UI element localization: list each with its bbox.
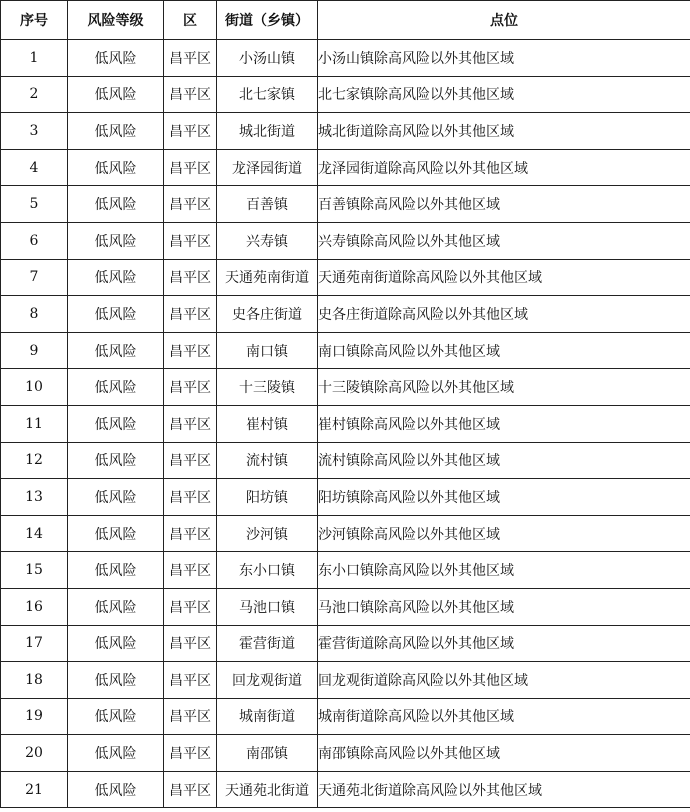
district-cell: 昌平区	[164, 698, 217, 735]
district-cell: 昌平区	[164, 149, 217, 186]
serial-number-cell: 16	[1, 588, 68, 625]
table-row	[1, 405, 690, 442]
serial-number-cell: 4	[1, 149, 68, 186]
risk-level-cell: 低风险	[68, 552, 164, 589]
risk-level-cell: 低风险	[68, 662, 164, 699]
table-row	[1, 40, 690, 77]
street-town-cell: 沙河镇	[217, 515, 318, 552]
serial-number-cell: 10	[1, 369, 68, 406]
district-cell: 昌平区	[164, 625, 217, 662]
location-cell: 南邵镇除高风险以外其他区域	[318, 735, 690, 772]
serial-number-cell: 21	[1, 771, 68, 808]
risk-level-cell: 低风险	[68, 698, 164, 735]
serial-number-cell: 7	[1, 259, 68, 296]
serial-number-cell: 12	[1, 442, 68, 479]
district-cell: 昌平区	[164, 186, 217, 223]
location-cell: 小汤山镇除高风险以外其他区域	[318, 40, 690, 77]
district-cell: 昌平区	[164, 222, 217, 259]
serial-number-cell: 13	[1, 479, 68, 516]
street-town-cell: 霍营街道	[217, 625, 318, 662]
risk-level-cell: 低风险	[68, 186, 164, 223]
location-cell: 东小口镇除高风险以外其他区域	[318, 552, 690, 589]
header-street-town: 街道（乡镇）	[217, 1, 318, 40]
street-town-cell: 史各庄街道	[217, 296, 318, 333]
street-town-cell: 马池口镇	[217, 588, 318, 625]
location-cell: 阳坊镇除高风险以外其他区域	[318, 479, 690, 516]
location-cell: 百善镇除高风险以外其他区域	[318, 186, 690, 223]
header-serial-number: 序号	[1, 1, 68, 40]
table-row	[1, 149, 690, 186]
risk-level-cell: 低风险	[68, 735, 164, 772]
street-town-cell: 龙泽园街道	[217, 149, 318, 186]
table-row	[1, 662, 690, 699]
risk-level-cell: 低风险	[68, 369, 164, 406]
street-town-cell: 南口镇	[217, 332, 318, 369]
table-body	[1, 40, 690, 808]
district-cell: 昌平区	[164, 515, 217, 552]
location-cell: 兴寿镇除高风险以外其他区域	[318, 222, 690, 259]
district-cell: 昌平区	[164, 259, 217, 296]
table-row	[1, 222, 690, 259]
header-row	[1, 1, 690, 40]
serial-number-cell: 15	[1, 552, 68, 589]
table-row	[1, 515, 690, 552]
header-district: 区	[164, 1, 217, 40]
table-row	[1, 369, 690, 406]
street-town-cell: 城南街道	[217, 698, 318, 735]
street-town-cell: 回龙观街道	[217, 662, 318, 699]
risk-level-cell: 低风险	[68, 625, 164, 662]
location-cell: 南口镇除高风险以外其他区域	[318, 332, 690, 369]
district-cell: 昌平区	[164, 332, 217, 369]
table-row	[1, 332, 690, 369]
table-row	[1, 625, 690, 662]
risk-level-cell: 低风险	[68, 76, 164, 113]
risk-level-cell: 低风险	[68, 332, 164, 369]
header-risk-level: 风险等级	[68, 1, 164, 40]
district-cell: 昌平区	[164, 113, 217, 150]
risk-level-cell: 低风险	[68, 259, 164, 296]
street-town-cell: 阳坊镇	[217, 479, 318, 516]
serial-number-cell: 3	[1, 113, 68, 150]
table-row	[1, 588, 690, 625]
location-cell: 十三陵镇除高风险以外其他区域	[318, 369, 690, 406]
district-cell: 昌平区	[164, 40, 217, 77]
serial-number-cell: 5	[1, 186, 68, 223]
risk-level-cell: 低风险	[68, 479, 164, 516]
header-location: 点位	[318, 1, 690, 40]
table-row	[1, 479, 690, 516]
street-town-cell: 南邵镇	[217, 735, 318, 772]
table-row	[1, 76, 690, 113]
risk-level-cell: 低风险	[68, 296, 164, 333]
table-row	[1, 735, 690, 772]
table-row	[1, 552, 690, 589]
risk-level-cell: 低风险	[68, 40, 164, 77]
risk-level-cell: 低风险	[68, 771, 164, 808]
location-cell: 马池口镇除高风险以外其他区域	[318, 588, 690, 625]
location-cell: 霍营街道除高风险以外其他区域	[318, 625, 690, 662]
street-town-cell: 东小口镇	[217, 552, 318, 589]
serial-number-cell: 1	[1, 40, 68, 77]
district-cell: 昌平区	[164, 771, 217, 808]
serial-number-cell: 20	[1, 735, 68, 772]
location-cell: 回龙观街道除高风险以外其他区域	[318, 662, 690, 699]
district-cell: 昌平区	[164, 442, 217, 479]
street-town-cell: 百善镇	[217, 186, 318, 223]
location-cell: 城北街道除高风险以外其他区域	[318, 113, 690, 150]
district-cell: 昌平区	[164, 735, 217, 772]
district-cell: 昌平区	[164, 479, 217, 516]
table-row	[1, 698, 690, 735]
district-cell: 昌平区	[164, 76, 217, 113]
location-cell: 天通苑北街道除高风险以外其他区域	[318, 771, 690, 808]
street-town-cell: 十三陵镇	[217, 369, 318, 406]
risk-level-cell: 低风险	[68, 149, 164, 186]
table-row	[1, 113, 690, 150]
risk-level-cell: 低风险	[68, 515, 164, 552]
district-cell: 昌平区	[164, 662, 217, 699]
street-town-cell: 崔村镇	[217, 405, 318, 442]
serial-number-cell: 9	[1, 332, 68, 369]
risk-level-cell: 低风险	[68, 588, 164, 625]
risk-level-cell: 低风险	[68, 222, 164, 259]
serial-number-cell: 19	[1, 698, 68, 735]
serial-number-cell: 17	[1, 625, 68, 662]
district-cell: 昌平区	[164, 552, 217, 589]
location-cell: 沙河镇除高风险以外其他区域	[318, 515, 690, 552]
district-cell: 昌平区	[164, 588, 217, 625]
street-town-cell: 天通苑北街道	[217, 771, 318, 808]
risk-level-cell: 低风险	[68, 113, 164, 150]
street-town-cell: 北七家镇	[217, 76, 318, 113]
risk-level-cell: 低风险	[68, 405, 164, 442]
location-cell: 崔村镇除高风险以外其他区域	[318, 405, 690, 442]
location-cell: 流村镇除高风险以外其他区域	[318, 442, 690, 479]
serial-number-cell: 2	[1, 76, 68, 113]
location-cell: 天通苑南街道除高风险以外其他区域	[318, 259, 690, 296]
table-row	[1, 296, 690, 333]
table-row	[1, 259, 690, 296]
street-town-cell: 天通苑南街道	[217, 259, 318, 296]
location-cell: 城南街道除高风险以外其他区域	[318, 698, 690, 735]
district-cell: 昌平区	[164, 405, 217, 442]
street-town-cell: 城北街道	[217, 113, 318, 150]
serial-number-cell: 8	[1, 296, 68, 333]
district-cell: 昌平区	[164, 369, 217, 406]
table-header	[1, 1, 690, 40]
location-cell: 史各庄街道除高风险以外其他区域	[318, 296, 690, 333]
serial-number-cell: 6	[1, 222, 68, 259]
risk-level-cell: 低风险	[68, 442, 164, 479]
serial-number-cell: 11	[1, 405, 68, 442]
street-town-cell: 小汤山镇	[217, 40, 318, 77]
district-cell: 昌平区	[164, 296, 217, 333]
street-town-cell: 兴寿镇	[217, 222, 318, 259]
serial-number-cell: 18	[1, 662, 68, 699]
table-row	[1, 186, 690, 223]
serial-number-cell: 14	[1, 515, 68, 552]
location-cell: 北七家镇除高风险以外其他区域	[318, 76, 690, 113]
table-row	[1, 771, 690, 808]
table-row	[1, 442, 690, 479]
location-cell: 龙泽园街道除高风险以外其他区域	[318, 149, 690, 186]
street-town-cell: 流村镇	[217, 442, 318, 479]
